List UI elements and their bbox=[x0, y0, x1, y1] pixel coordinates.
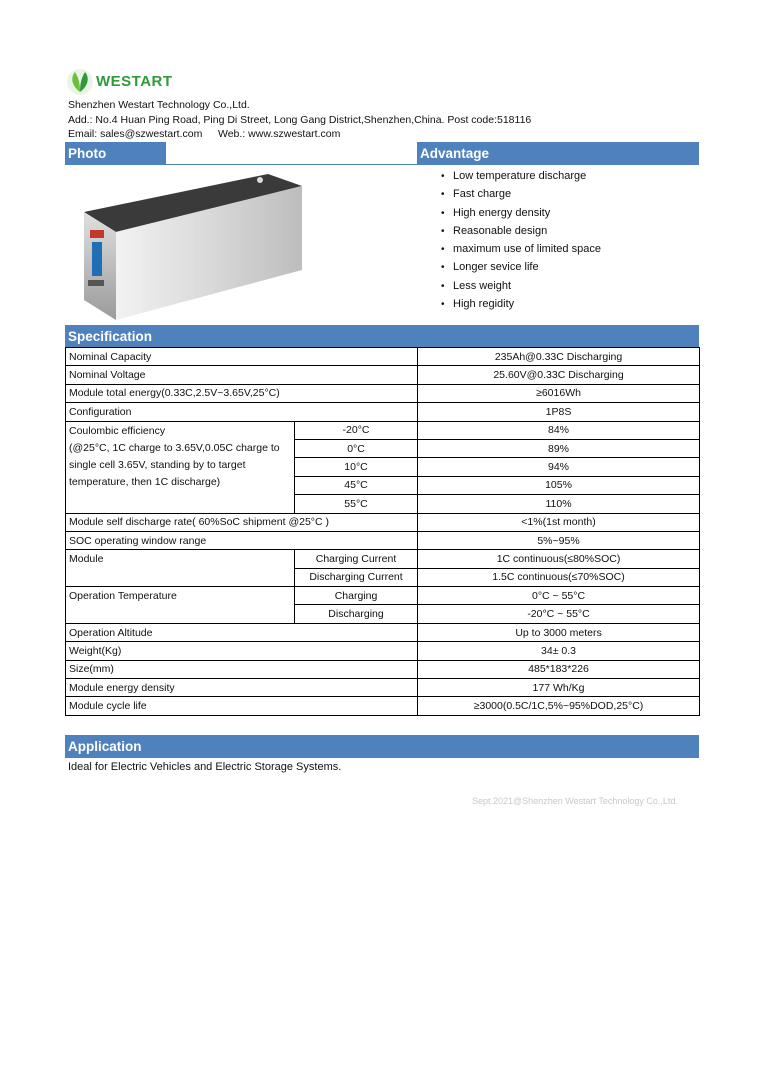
spec-label: Configuration bbox=[66, 403, 418, 421]
table-row bbox=[66, 550, 700, 568]
spec-value: 34± 0.3 bbox=[418, 642, 700, 660]
product-photo bbox=[70, 170, 305, 320]
spec-value: 177 Wh/Kg bbox=[418, 679, 700, 697]
advantage-item: • Low temperature discharge bbox=[441, 169, 601, 187]
spec-value: 89% bbox=[418, 439, 700, 457]
spec-label: Module total energy(0.33C,2.5V~3.65V,25°C) bbox=[66, 384, 418, 402]
table-row bbox=[66, 623, 700, 641]
photo-section-header: Photo bbox=[65, 142, 166, 165]
advantage-item: • maximum use of limited space bbox=[441, 242, 601, 260]
spec-value: 25.60V@0.33C Discharging bbox=[418, 366, 700, 384]
table-row bbox=[66, 384, 700, 402]
company-web: Web.: www.szwestart.com bbox=[218, 128, 341, 140]
table-row bbox=[66, 587, 700, 605]
table-row bbox=[66, 513, 700, 531]
spec-value: 1C continuous(≤80%SOC) bbox=[418, 550, 700, 568]
spec-label: Size(mm) bbox=[66, 660, 418, 678]
specification-section-header: Specification bbox=[65, 325, 699, 347]
table-row bbox=[66, 531, 700, 549]
table-row bbox=[66, 660, 700, 678]
advantage-item: • High regidity bbox=[441, 297, 601, 315]
specification-table bbox=[65, 347, 700, 716]
coulombic-efficiency-cell bbox=[66, 421, 295, 513]
application-section-header: Application bbox=[65, 735, 699, 758]
company-name: Shenzhen Westart Technology Co.,Ltd. bbox=[68, 99, 250, 111]
table-row bbox=[66, 421, 700, 439]
company-logo bbox=[66, 68, 206, 98]
spec-value: -20°C ~ 55°C bbox=[418, 605, 700, 623]
spec-value: 485*183*226 bbox=[418, 660, 700, 678]
spec-value: Up to 3000 meters bbox=[418, 623, 700, 641]
leaf-logo-icon bbox=[66, 68, 94, 96]
spec-label: Coulombic efficiency bbox=[69, 424, 166, 437]
spec-value: 84% bbox=[418, 421, 700, 439]
temperature-cell: 0°C bbox=[295, 439, 418, 457]
company-email: Email: sales@szwestart.com bbox=[68, 128, 203, 140]
spec-label: Module cycle life bbox=[66, 697, 418, 715]
advantage-item: • Longer sevice life bbox=[441, 260, 601, 278]
table-row bbox=[66, 679, 700, 697]
spec-value: 0°C ~ 55°C bbox=[418, 587, 700, 605]
logo-wordmark: WESTART bbox=[96, 73, 173, 90]
table-row bbox=[66, 348, 700, 366]
temperature-cell: 45°C bbox=[295, 476, 418, 494]
temperature-cell: 10°C bbox=[295, 458, 418, 476]
spec-value: 1P8S bbox=[418, 403, 700, 421]
spec-value: ≥3000(0.5C/1C,5%~95%DOD,25°C) bbox=[418, 697, 700, 715]
spec-label: Nominal Voltage bbox=[66, 366, 418, 384]
sub-label: Discharging Current bbox=[295, 568, 418, 586]
table-row bbox=[66, 642, 700, 660]
spec-label: Weight(Kg) bbox=[66, 642, 418, 660]
table-row bbox=[66, 697, 700, 715]
table-row bbox=[66, 403, 700, 421]
spec-value: <1%(1st month) bbox=[418, 513, 700, 531]
spec-note: (@25°C, 1C charge to 3.65V,0.05C charge to single cell 3.65V, standing by to target temperature, then 1C discharge) bbox=[69, 441, 280, 488]
spec-value: 110% bbox=[418, 495, 700, 513]
advantage-list bbox=[441, 169, 601, 315]
table-row bbox=[66, 366, 700, 384]
spec-label: Module energy density bbox=[66, 679, 418, 697]
spec-value: 1.5C continuous(≤70%SOC) bbox=[418, 568, 700, 586]
sub-label: Charging bbox=[295, 587, 418, 605]
spec-value: 5%~95% bbox=[418, 531, 700, 549]
advantage-section-header: Advantage bbox=[417, 142, 699, 165]
spec-label: Module self discharge rate( 60%SoC shipment @25°C ) bbox=[66, 513, 418, 531]
spec-value: ≥6016Wh bbox=[418, 384, 700, 402]
spec-label: Operation Temperature bbox=[66, 587, 295, 624]
application-text: Ideal for Electric Vehicles and Electric Storage Systems. bbox=[68, 761, 342, 773]
spec-value: 94% bbox=[418, 458, 700, 476]
footer-copyright: Sept.2021@Shenzhen Westart Technology Co.,Ltd. bbox=[472, 796, 678, 806]
temperature-cell: -20°C bbox=[295, 421, 418, 439]
advantage-item: • High energy density bbox=[441, 206, 601, 224]
sub-label: Charging Current bbox=[295, 550, 418, 568]
spec-label: Operation Altitude bbox=[66, 623, 418, 641]
spec-label: SOC operating window range bbox=[66, 531, 418, 549]
sub-label: Discharging bbox=[295, 605, 418, 623]
spec-label: Module bbox=[66, 550, 295, 587]
temperature-cell: 55°C bbox=[295, 495, 418, 513]
company-address: Add.: No.4 Huan Ping Road, Ping Di Street, Long Gang District,Shenzhen,China. Post code:518116 bbox=[68, 114, 532, 126]
photo-header-underline bbox=[166, 164, 417, 165]
advantage-item: • Reasonable design bbox=[441, 224, 601, 242]
spec-label: Nominal Capacity bbox=[66, 348, 418, 366]
advantage-item: • Less weight bbox=[441, 279, 601, 297]
spec-value: 105% bbox=[418, 476, 700, 494]
spec-value: 235Ah@0.33C Discharging bbox=[418, 348, 700, 366]
advantage-item: • Fast charge bbox=[441, 187, 601, 205]
